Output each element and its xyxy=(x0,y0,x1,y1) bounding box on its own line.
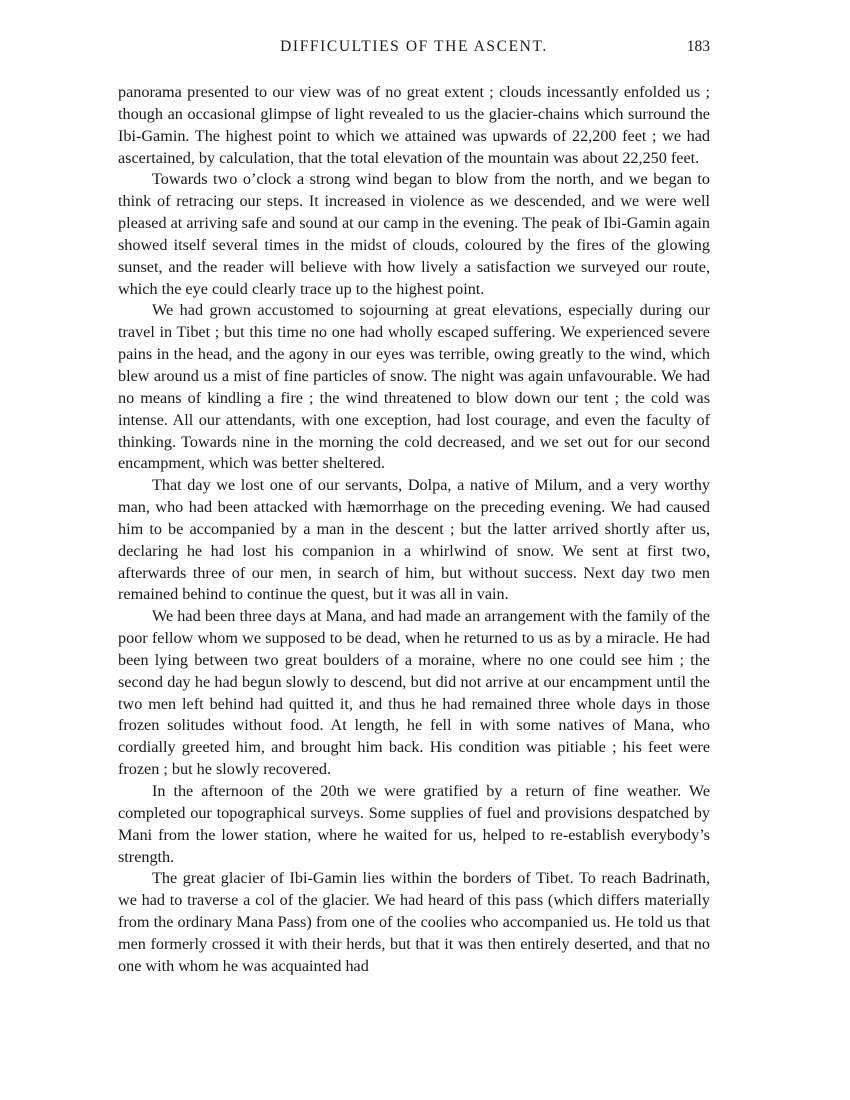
paragraph: The great glacier of Ibi-Gamin lies within the borders of Tibet. To reach Badrinath, we had to traverse a col of the glacier. We had heard of this pass (which differs materially from the ordinary Mana Pass) from one of the coolies who accompanied us. He told us that men formerly crossed it with their herds, but that it was then entirely deserted, and that no one with whom he was acquainted had xyxy=(118,869,710,975)
paragraph: We had grown accustomed to sojourning at great elevations, especially during our travel in Tibet ; but this time no one had wholly escaped suffering. We experienced severe pains in the head, and the agony in our eyes was terrible, owing greatly to the wind, which blew around us a mist of fine particles of snow. The night was again unfavourable. We had no means of kindling a fire ; the wind threatened to blow down our tent ; the cold was intense. All our attendants, with one exception, had lost courage, and even the faculty of thinking. Towards nine in the morning the cold decreased, and we set out for our second encampment, which was better sheltered. xyxy=(118,301,710,473)
page-number: 183 xyxy=(686,38,710,55)
paragraph: We had been three days at Mana, and had made an arrangement with the family of the poor fellow whom we supposed to be dead, when he returned to us as by a miracle. He had been lying between two great boulders of a moraine, where no one could see him ; the second day he had begun slowly to descend, but did not arrive at our encampment until the two men left behind had quitted it, and thus he had remained three whole days in those frozen solitudes without food. At length, he fell in with some natives of Mana, who cordially greeted him, and brought him back. His condition was pitiable ; his feet were frozen ; but he slowly recovered. xyxy=(118,607,710,779)
paragraph: In the afternoon of the 20th we were gratified by a return of fine weather. We completed our topographical surveys. Some supplies of fuel and provisions despatched by Mani from the lower station, where he waited for us, helped to re-establish everybody’s strength. xyxy=(118,782,710,866)
paragraph-continued: panorama presented to our view was of no great extent ; clouds incessantly enfolded us ; though an occasional glimpse of light revealed to us the glacier-chains which surround the Ibi-Gamin. The highest point to which we attained was upwards of 22,200 feet ; we had ascertained, by calculation, that the total elevation of the mountain was about 22,250 feet. xyxy=(118,83,710,167)
paragraph: That day we lost one of our servants, Dolpa, a native of Milum, and a very worthy man, who had been attacked with hæmorrhage on the preceding evening. We had caused him to be accompanied by a man in the descent ; but the latter arrived shortly after us, declaring he had lost his companion in a whirlwind of snow. We sent at first two, afterwards three of our men, in search of him, but without success. Next day two men remained behind to continue the quest, but it was all in vain. xyxy=(118,476,710,604)
body-text xyxy=(118,82,710,978)
running-head xyxy=(118,38,710,60)
paragraph: Towards two o’clock a strong wind began to blow from the north, and we began to think of retracing our steps. It increased in violence as we descended, and we were well pleased at arriving safe and sound at our camp in the evening. The peak of Ibi-Gamin again showed itself several times in the midst of clouds, coloured by the fires of the glowing sunset, and the reader will believe with how lively a satisfaction we surveyed our route, which the eye could clearly trace up to the highest point. xyxy=(118,170,710,298)
running-title: DIFFICULTIES OF THE ASCENT. xyxy=(280,38,548,55)
